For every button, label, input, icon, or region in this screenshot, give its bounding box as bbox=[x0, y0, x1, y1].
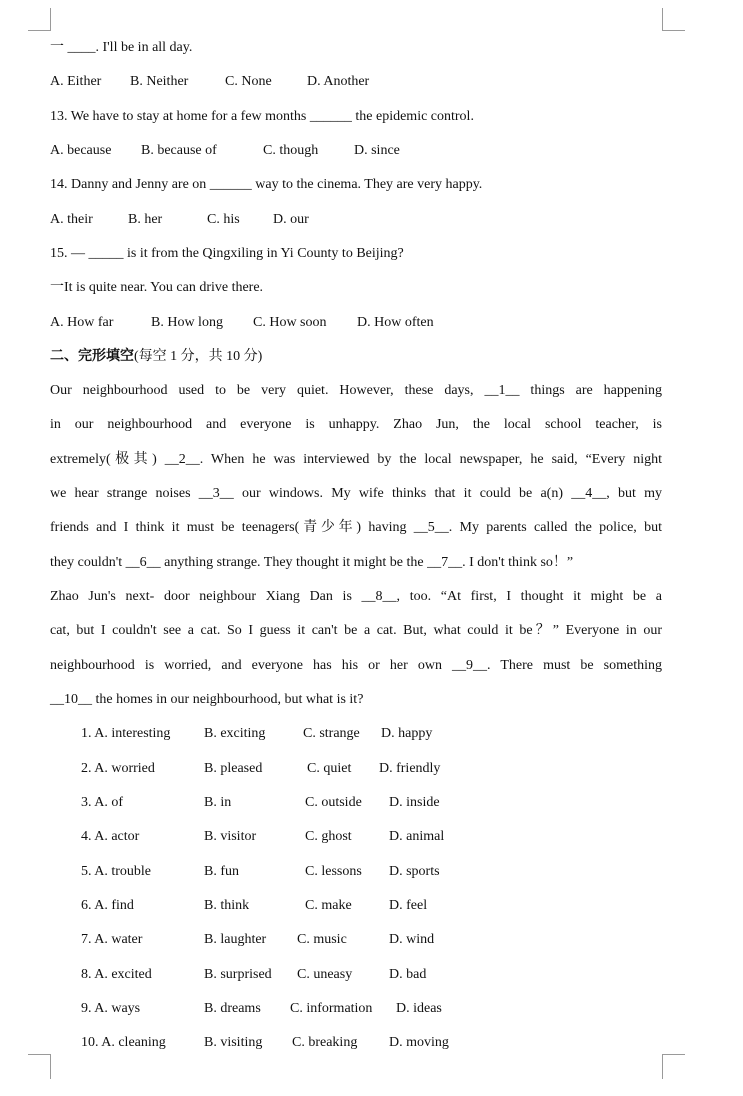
option-d: D. inside bbox=[389, 795, 440, 810]
option-a: 4. A. actor bbox=[81, 829, 140, 844]
option-d: D. moving bbox=[389, 1035, 449, 1050]
option-c: C. his bbox=[207, 212, 240, 227]
option-b: B. dreams bbox=[204, 1001, 261, 1016]
option-d: D. our bbox=[273, 212, 309, 227]
option-b: B. think bbox=[204, 898, 250, 913]
cloze-option-row bbox=[0, 724, 700, 744]
passage-line: friends and I think it must be teenagers(青少年) having __5__. My parents called the police, but bbox=[50, 520, 662, 535]
option-a: 10. A. cleaning bbox=[81, 1035, 166, 1050]
page-corner-mark bbox=[28, 1054, 51, 1079]
option-b: B. visitor bbox=[204, 829, 257, 844]
option-a: 6. A. find bbox=[81, 898, 134, 913]
option-c: C. breaking bbox=[292, 1035, 358, 1050]
passage-line: in our neighbourhood and everyone is unhappy. Zhao Jun, the local school teacher, is bbox=[50, 417, 662, 432]
option-a: A. Either bbox=[50, 74, 102, 89]
option-b: B. How long bbox=[151, 315, 223, 330]
page-corner-mark bbox=[662, 1054, 685, 1079]
question-15-stem: 15. — _____ is it from the Qingxiling in Yi County to Beijing? bbox=[50, 246, 404, 261]
option-b: B. because of bbox=[141, 143, 217, 158]
option-c: C. information bbox=[290, 1001, 373, 1016]
option-a: A. because bbox=[50, 143, 112, 158]
passage-line: they couldn't __6__ anything strange. They thought it might be the __7__. I don't think so！” bbox=[50, 555, 574, 570]
option-d: D. bad bbox=[389, 967, 427, 982]
passage-line: Zhao Jun's next- door neighbour Xiang Dan is __8__, too. “At first, I thought it might be a bbox=[50, 589, 662, 604]
cloze-option-row bbox=[0, 965, 700, 985]
option-d: D. since bbox=[354, 143, 400, 158]
option-c: C. lessons bbox=[305, 864, 362, 879]
passage-line: we hear strange noises __3__ our windows. My wife thinks that it could be a(n) __4__, but my bbox=[50, 486, 662, 501]
option-a: 2. A. worried bbox=[81, 761, 155, 776]
passage-line: neighbourhood is worried, and everyone has his or her own __9__. There must be something bbox=[50, 658, 662, 673]
option-b: B. visiting bbox=[204, 1035, 263, 1050]
option-d: D. animal bbox=[389, 829, 445, 844]
passage-line: __10__ the homes in our neighbourhood, but what is it? bbox=[50, 692, 364, 707]
cloze-option-row bbox=[0, 1033, 700, 1053]
page-corner-mark bbox=[28, 8, 51, 31]
option-b: B. exciting bbox=[204, 726, 266, 741]
cloze-option-row bbox=[0, 862, 700, 882]
option-d: D. friendly bbox=[379, 761, 441, 776]
option-a: 3. A. of bbox=[81, 795, 123, 810]
option-c: C. uneasy bbox=[297, 967, 353, 982]
question-13-options bbox=[50, 141, 662, 161]
option-d: D. ideas bbox=[396, 1001, 442, 1016]
option-d: D. wind bbox=[389, 932, 435, 947]
question-15-options bbox=[50, 313, 662, 333]
option-d: D. How often bbox=[357, 315, 434, 330]
option-c: C. quiet bbox=[307, 761, 352, 776]
option-b: B. fun bbox=[204, 864, 239, 879]
cloze-option-row bbox=[0, 827, 700, 847]
cloze-option-row bbox=[0, 999, 700, 1019]
option-d: D. happy bbox=[381, 726, 433, 741]
question-13-stem: 13. We have to stay at home for a few months ______ the epidemic control. bbox=[50, 109, 474, 124]
option-b: B. Neither bbox=[130, 74, 189, 89]
section-title-text: 二、完形填空 bbox=[50, 349, 134, 364]
page-corner-mark bbox=[662, 8, 685, 31]
passage-line: Our neighbourhood used to be very quiet. However, these days, __1__ things are happening bbox=[50, 383, 662, 398]
section-score: (每空 1 分，共 10 分) bbox=[134, 349, 263, 364]
option-a: 7. A. water bbox=[81, 932, 143, 947]
option-a: 9. A. ways bbox=[81, 1001, 141, 1016]
question-12-stem: 一 ____. I'll be in all day. bbox=[50, 40, 193, 55]
option-a: A. How far bbox=[50, 315, 114, 330]
question-12-options bbox=[50, 72, 662, 92]
passage-line: cat, but I couldn't see a cat. So I guess it can't be a cat. But, what could it be？” Everyone in our bbox=[50, 623, 662, 638]
option-a: 8. A. excited bbox=[81, 967, 152, 982]
option-a: 5. A. trouble bbox=[81, 864, 151, 879]
option-d: D. feel bbox=[389, 898, 428, 913]
question-15-answer: 一It is quite near. You can drive there. bbox=[50, 280, 264, 295]
option-b: B. laughter bbox=[204, 932, 267, 947]
option-c: C. How soon bbox=[253, 315, 327, 330]
cloze-option-row bbox=[0, 930, 700, 950]
option-c: C. ghost bbox=[305, 829, 352, 844]
option-b: B. her bbox=[128, 212, 163, 227]
cloze-option-row bbox=[0, 793, 700, 813]
option-c: C. outside bbox=[305, 795, 362, 810]
cloze-option-row bbox=[0, 896, 700, 916]
cloze-option-row bbox=[0, 759, 700, 779]
option-a: 1. A. interesting bbox=[81, 726, 171, 741]
option-b: B. pleased bbox=[204, 761, 263, 776]
option-b: B. surprised bbox=[204, 967, 272, 982]
option-c: C. strange bbox=[303, 726, 360, 741]
option-d: D. sports bbox=[389, 864, 440, 879]
option-a: A. their bbox=[50, 212, 93, 227]
option-c: C. though bbox=[263, 143, 319, 158]
option-c: C. None bbox=[225, 74, 272, 89]
question-14-options bbox=[50, 210, 662, 230]
option-c: C. make bbox=[305, 898, 352, 913]
section-title bbox=[50, 347, 262, 367]
passage-line: extremely(极其) __2__. When he was interviewed by the local newspaper, he said, “Every night bbox=[50, 452, 662, 467]
option-d: D. Another bbox=[307, 74, 370, 89]
option-c: C. music bbox=[297, 932, 347, 947]
option-b: B. in bbox=[204, 795, 232, 810]
question-14-stem: 14. Danny and Jenny are on ______ way to the cinema. They are very happy. bbox=[50, 177, 483, 192]
